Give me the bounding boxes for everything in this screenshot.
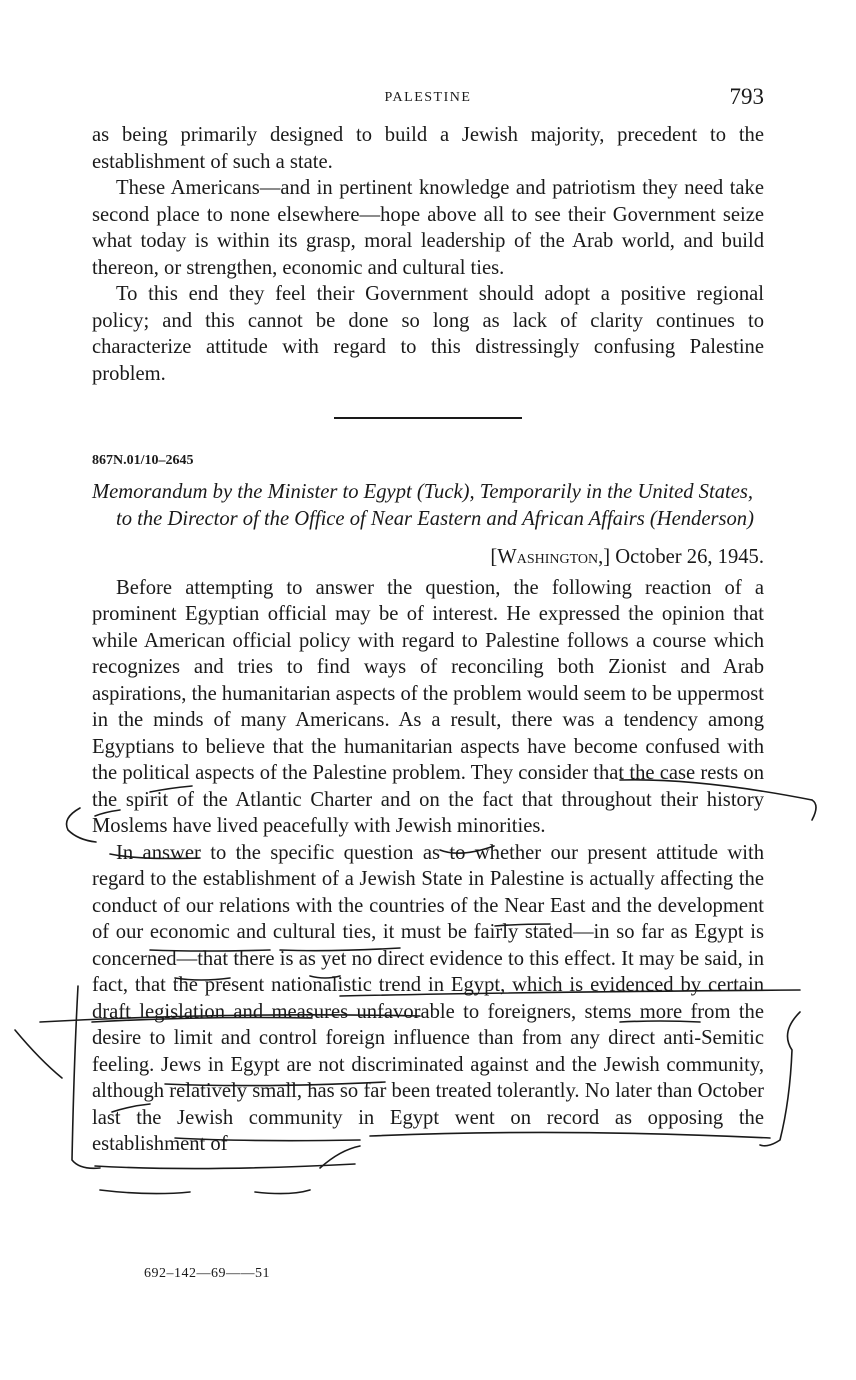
underline-mark — [255, 1190, 310, 1194]
paragraph: Before attempting to answer the question, the following reaction of a prominent Egyptian official may be of interest. He expressed the opinion that while American official policy with regard to Palestine follows a course which recognizes and tries to find ways of reconciling both Zionist and Arab aspirations, the humanitarian aspects of the problem would seem to be uppermost in the minds of many Americans. As a result, there was a tendency among Egyptians to believe that the humanitarian aspects have become confused with the political aspects of the Palestine problem. They consider that the case rests on the spirit of the Atlantic Charter and on the fact that throughout their history Moslems have lived peacefully with Jewish minorities. — [92, 576, 764, 837]
paragraph-continued: as being primarily designed to build a Jewish majority, precedent to the establishment of such a state. — [92, 124, 764, 173]
page-number: 793 — [729, 84, 764, 109]
running-head — [92, 84, 764, 114]
signature-code: 692–142—69——51 — [144, 1266, 270, 1281]
paragraph: These Americans—and in pertinent knowledge and patriotism they need take second place to none elsewhere—hope above all to see their Government seize what today is within its grasp, moral leadership of the Arab world, and build thereon, or strengthen, economic and cultural ties. — [92, 177, 764, 279]
document-page — [92, 84, 764, 1158]
dateline-date: October 26, 1945. — [615, 546, 764, 568]
bracket-mark — [760, 1012, 800, 1146]
running-title: PALESTINE — [384, 90, 472, 105]
section-divider — [334, 417, 522, 419]
document-title: Memorandum by the Minister to Egypt (Tuck), Temporarily in the United States, to the Director of the Office of Near Eastern and African Affairs (Henderson) — [92, 481, 754, 530]
paragraph: To this end they feel their Government should adopt a positive regional policy; and this cannot be done so long as lack of clarity continues to characterize attitude with regard to this distressingly confusing Palestine problem. — [92, 283, 764, 385]
underline-mark — [100, 1190, 190, 1194]
bracket-mark — [15, 1030, 62, 1078]
underline-mark — [95, 1164, 355, 1169]
bracket-mark — [812, 800, 816, 820]
paragraph: In answer to the specific question as to whether our present attitude with regard to the establishment of a Jewish State in Palestine is actually affecting the conduct of our relations with the countries of the Near East and the development of our economic and cultural ties, it must be fairly stated—in so far as Egypt is concerned—that there is as yet no direct evidence to this effect. It may be said, in fact, that the present nationalistic trend in Egypt, which is evidenced by certain draft legislation and measures unfavorable to foreigners, stems more from the desire to limit and control foreign influence than from any direct anti-Semitic feeling. Jews in Egypt are not discriminated against and the Jewish community, although relatively small, has so far been treated tolerantly. No later than October last the Jewish community in Egypt went on record as opposing the establishment of — [92, 841, 764, 1155]
dateline — [92, 544, 764, 571]
dateline-place: [Washington,] — [490, 546, 611, 568]
file-number: 867N.01/10–2645 — [92, 453, 194, 468]
